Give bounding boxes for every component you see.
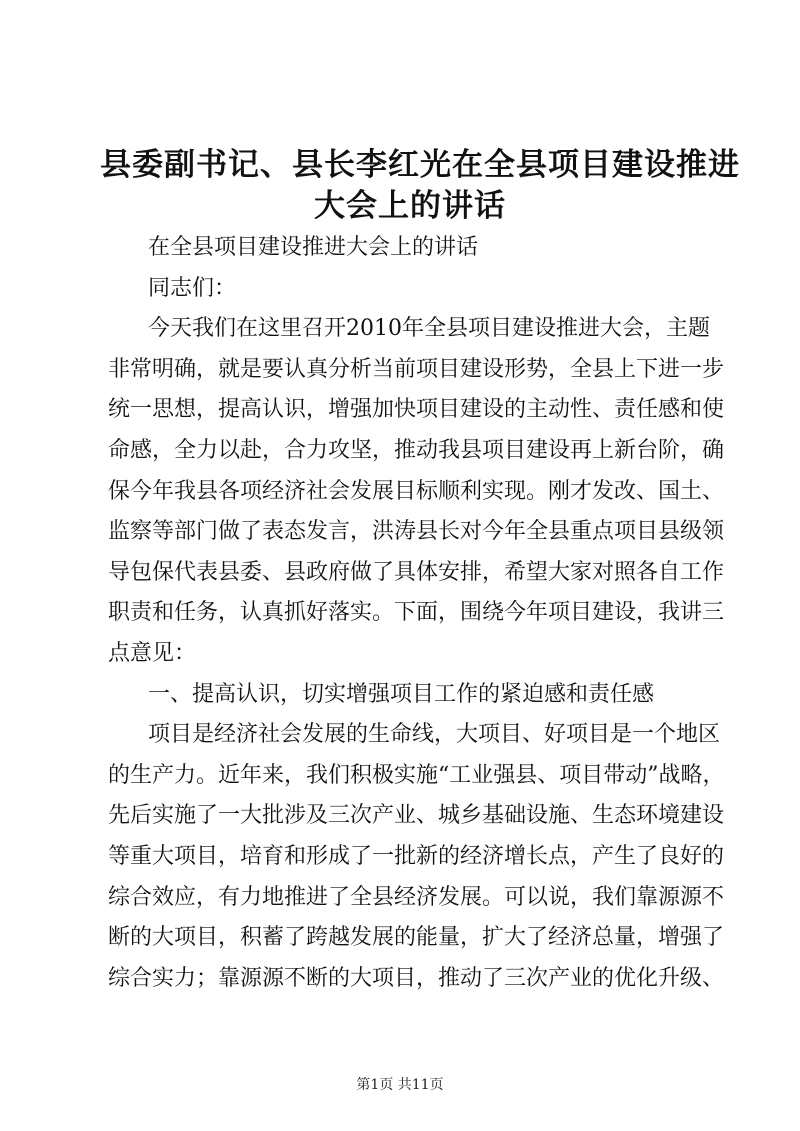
text-line: 的生产力。近年来，我们积极实施“工业强县、项目带动”战略， xyxy=(108,762,725,788)
document-title-line-1: 县委副书记、县长李红光在全县项目建设推进 xyxy=(100,147,740,183)
text-line: 断的大项目，积蓄了跨越发展的能量，扩大了经济总量，增强了 xyxy=(108,925,725,951)
text-line: 非常明确，就是要认真分析当前项目建设形势，全县上下进一步 xyxy=(108,356,725,382)
text-line: 项目是经济社会发展的生命线，大项目、好项目是一个地区 xyxy=(148,722,721,748)
text-line: 导包保代表县委、县政府做了具体安排，希望大家对照各自工作 xyxy=(108,559,725,585)
text-line: 一、提高认识，切实增强项目工作的紧迫感和责任感 xyxy=(148,681,655,707)
document-title-line-2: 大会上的讲话 xyxy=(314,188,506,224)
text-line: 今天我们在这里召开2010年全县项目建设推进大会，主题 xyxy=(148,316,710,342)
page-footer: 第1页 共11页 xyxy=(356,1077,444,1093)
text-line: 保今年我县各项经济社会发展目标顺利实现。刚才发改、国土、 xyxy=(108,478,725,504)
text-line: 统一思想，提高认识，增强加快项目建设的主动性、责任感和使 xyxy=(108,397,725,423)
text-line: 监察等部门做了表态发言，洪涛县长对今年全县重点项目县级领 xyxy=(108,519,725,545)
text-line: 综合效应，有力地推进了全县经济发展。可以说，我们靠源源不 xyxy=(108,884,725,910)
text-line: 职责和任务，认真抓好落实。下面，围绕今年项目建设，我讲三 xyxy=(108,600,725,626)
text-line: 在全县项目建设推进大会上的讲话 xyxy=(148,235,479,260)
text-line: 等重大项目，培育和形成了一批新的经济增长点，产生了良好的 xyxy=(108,843,725,869)
text-line: 同志们： xyxy=(148,275,237,301)
document-body xyxy=(108,228,725,999)
text-line: 点意见： xyxy=(108,640,197,666)
text-line: 命感，全力以赴，合力攻坚，推动我县项目建设再上新台阶，确 xyxy=(108,437,725,463)
text-line: 综合实力；靠源源不断的大项目，推动了三次产业的优化升级、 xyxy=(108,965,725,991)
text-line: 先后实施了一大批涉及三次产业、城乡基础设施、生态环境建设 xyxy=(108,803,725,829)
